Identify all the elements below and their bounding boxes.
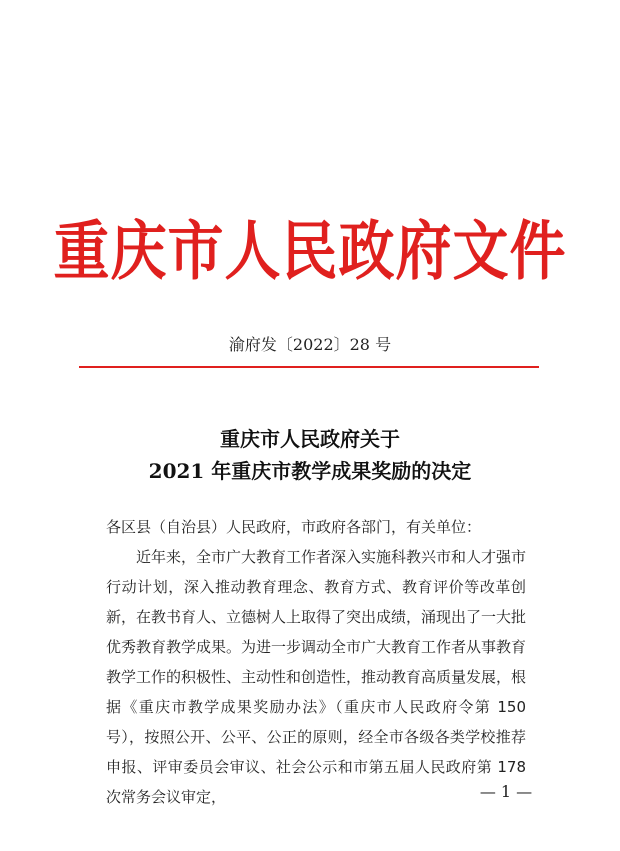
document-title-line-1: 重庆市人民政府关于 (220, 427, 400, 451)
body-paragraph: 近年来，全市广大教育工作者深入实施科教兴市和人才强市行动计划，深入推动教育理念、教育方式、教育评价等改革创新，在教书育人、立德树人上取得了突出成绩，涌现出了一大批优秀教育教学成果。为进一步调动全市广大教育工作者从事教育教学工作的积极性、主动性和创造性，推动教育高质量发展，根据《重庆市教学成果奖励办法》（重庆市人民政府令第 150 号），按照公开、公平、公正的原则，经全市各级各类学校推荐申报、评审委员会审议、社会公示和市第五届人民政府第 178 次常务会议审定， (106, 548, 527, 806)
document-number: 渝府发〔2022〕28 号 (228, 335, 392, 354)
document-title-line-2: 2021 年重庆市教学成果奖励的决定 (148, 459, 472, 483)
page-number: — 1 — (479, 782, 533, 801)
issuer-header-title: 重庆市人民政府文件 (53, 213, 567, 290)
addressee: 各区县（自治县）人民政府，市政府各部门，有关单位： (106, 518, 482, 536)
document-body (106, 512, 526, 812)
red-divider-rule (79, 366, 539, 368)
